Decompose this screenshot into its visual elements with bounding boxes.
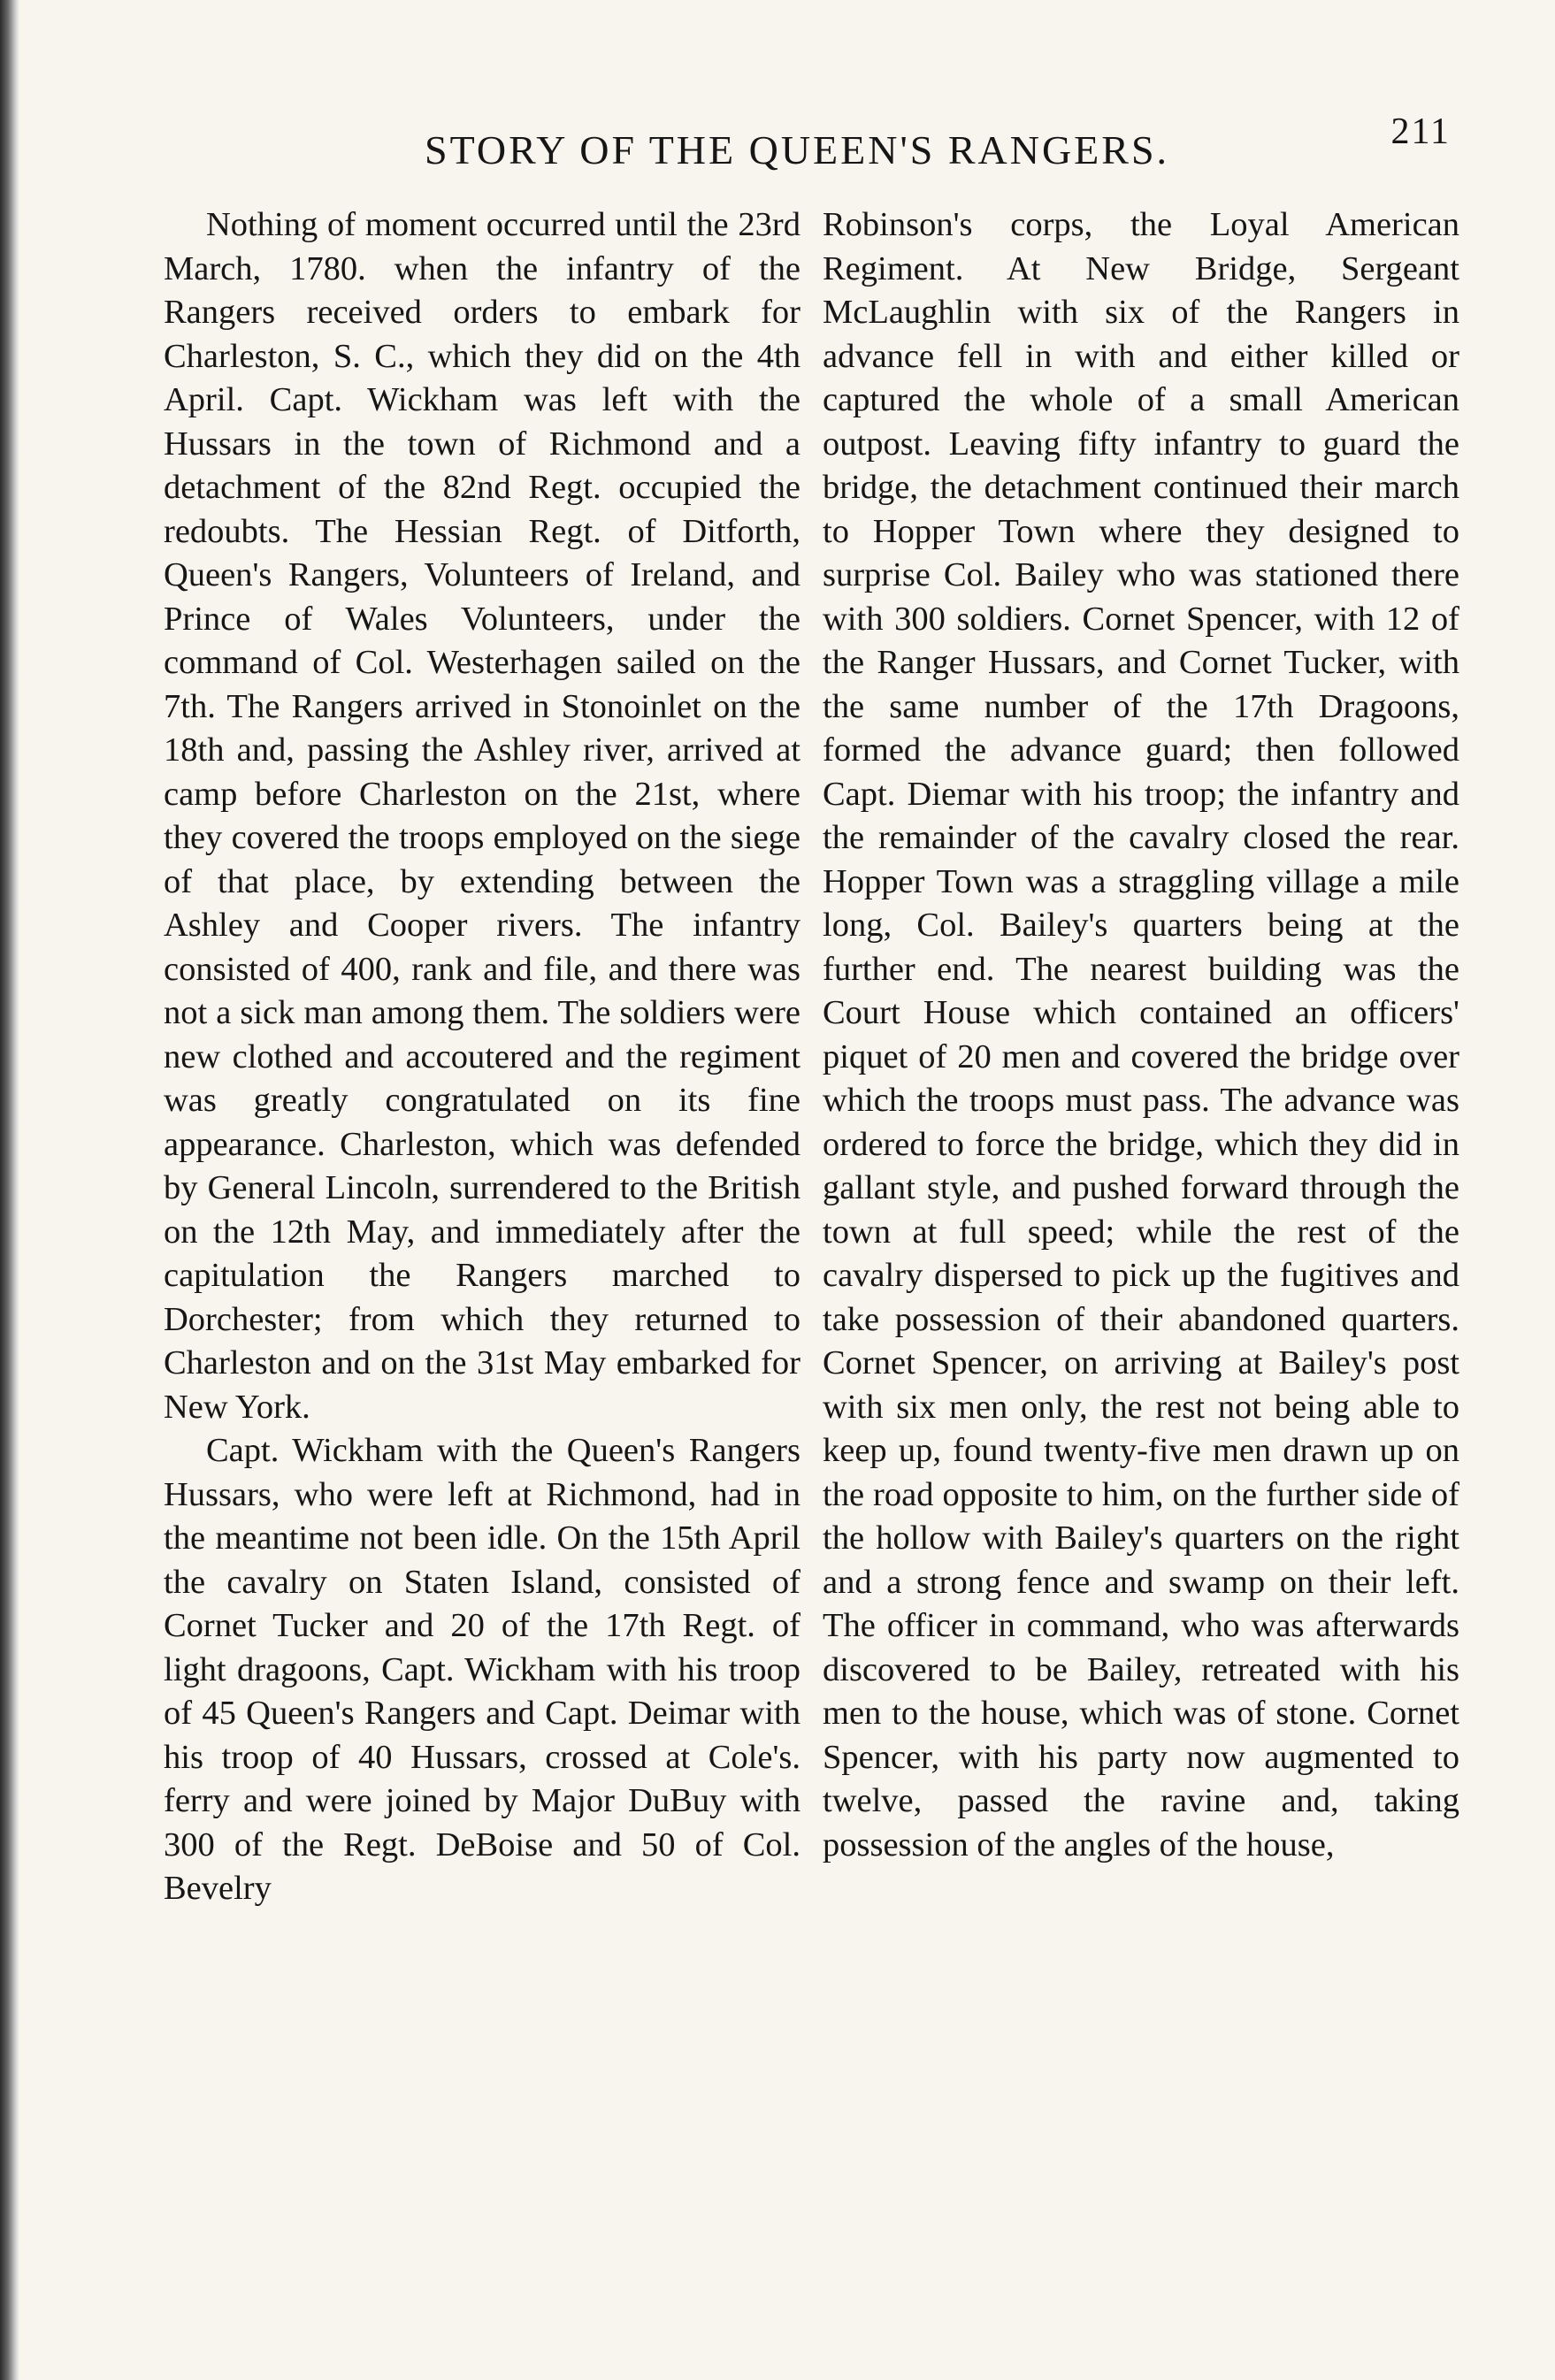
page-number: 211 xyxy=(1390,111,1451,152)
left-column xyxy=(164,203,800,1911)
paragraph-3: Robinson's corps, the Loyal American Regiment. At New Bridge, Sergeant McLaughlin with six of the Rangers in advance fell in with and either killed or captured the whole of a small American outpost. Leaving fifty infantry to guard the bridge, the detachment continued their march to Hopper Town where they designed to surprise Col. Bailey who was stationed there with 300 soldiers. Cornet Spencer, with 12 of the Ranger Hussars, and Cornet Tucker, with the same number of the 17th Dragoons, formed the advance guard; then followed Capt. Diemar with his troop; the infantry and the remainder of the cavalry closed the rear. Hopper Town was a straggling village a mile long, Col. Bailey's quarters being at the further end. The nearest building was the Court House which contained an officers' piquet of 20 men and covered the bridge over which the troops must pass. The advance was ordered to force the bridge, which they did in gallant style, and pushed forward through the town at full speed; while the rest of the cavalry dispersed to pick up the fugitives and take possession of their abandoned quarters. Cornet Spencer, on arriving at Bailey's post with six men only, the rest not being able to keep up, found twenty-five men drawn up on the road opposite to him, on the further side of the hollow with Bailey's quarters on the right and a strong fence and swamp on their left. The officer in command, who was afterwards discovered to be Bailey, retreated with his men to the house, which was of stone. Cornet Spencer, with his party now augmented to twelve, passed the ravine and, taking possession of the angles of the house, xyxy=(823,206,1459,1863)
paragraph-2: Capt. Wickham with the Queen's Rangers Hussars, who were left at Richmond, had in the meantime not been idle. On the 15th April the cavalry on Staten Island, consisted of Cornet Tucker and 20 of the 17th Regt. of light dragoons, Capt. Wickham with his troop of 45 Queen's Rangers and Capt. Deimar with his troop of 40 Hussars, crossed at Cole's. ferry and were joined by Major DuBuy with 300 of the Regt. DeBoise and 50 of Col. Bevelry xyxy=(164,1432,800,1907)
paragraph-1: Nothing of moment occurred until the 23rd March, 1780. when the infantry of the Rangers received orders to embark for Charleston, S. C., which they did on the 4th April. Capt. Wickham was left with the Hussars in the town of Richmond and a detachment of the 82nd Regt. occupied the redoubts. The Hessian Regt. of Ditforth, Queen's Rangers, Volunteers of Ireland, and Prince of Wales Volunteers, under the command of Col. Westerhagen sailed on the 7th. The Rangers arrived in Stonoinlet on the 18th and, passing the Ashley river, arrived at camp before Charleston on the 21st, where they covered the troops employed on the siege of that place, by extending between the Ashley and Cooper rivers. The infantry consisted of 400, rank and file, and there was not a sick man among them. The soldiers were new clothed and accoutered and the regiment was greatly congratulated on its fine appearance. Charleston, which was defended by General Lincoln, surrendered to the British on the 12th May, and immediately after the capitulation the Rangers marched to Dorchester; from which they returned to Charleston and on the 31st May embarked for New York. xyxy=(164,206,800,1426)
book-spine-shadow xyxy=(0,0,19,2380)
page-header xyxy=(159,102,1477,181)
running-title: STORY OF THE QUEEN'S RANGERS. xyxy=(425,127,1170,172)
right-column xyxy=(823,203,1459,1867)
